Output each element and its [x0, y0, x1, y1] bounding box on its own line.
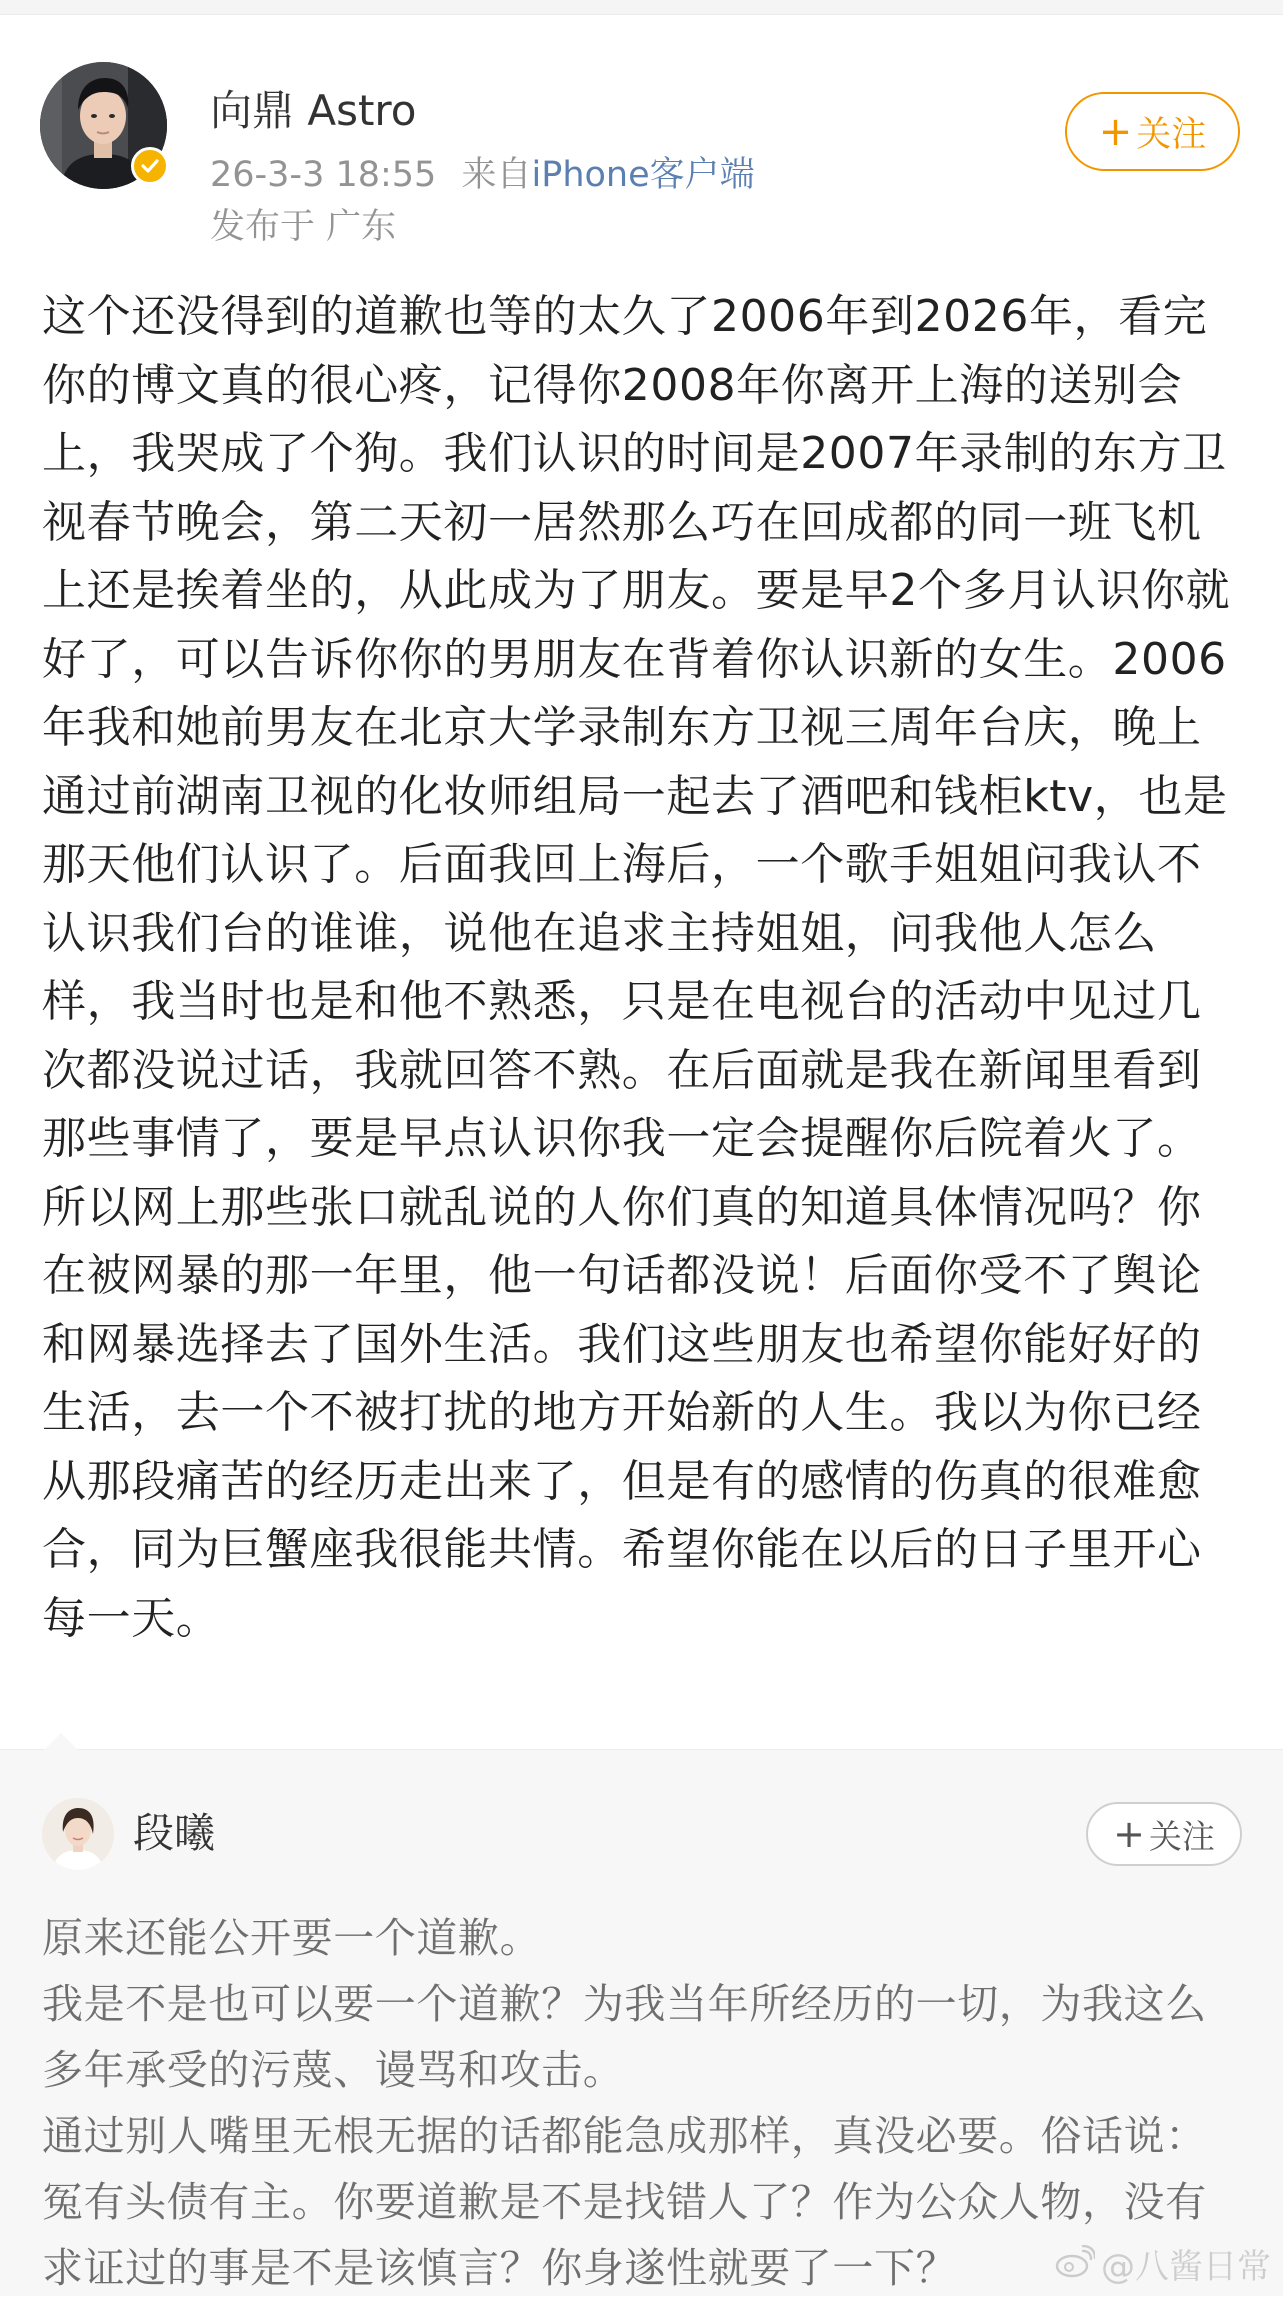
watermark	[1055, 2245, 1271, 2288]
follow-button[interactable]	[1065, 92, 1240, 171]
post-time: 26-3-3 18:55	[210, 155, 437, 195]
quoted-post-text	[42, 1905, 1247, 2301]
plus-icon: +	[1113, 1812, 1145, 1856]
post-location: 发布于 广东	[210, 207, 397, 247]
quoted-follow-button[interactable]	[1086, 1802, 1242, 1866]
top-divider	[0, 0, 1283, 15]
quoted-author-avatar[interactable]	[42, 1798, 114, 1870]
follow-button-label: 关注	[1136, 114, 1207, 155]
author-name[interactable]: 向鼎 Astro	[210, 86, 417, 135]
quoted-follow-label: 关注	[1148, 1816, 1215, 1856]
post-meta	[210, 153, 755, 197]
quoted-paragraph: 原来还能公开要一个道歉。	[42, 1914, 542, 1962]
quoted-post[interactable]	[0, 1749, 1283, 2296]
post-body-text: 这个还没得到的道歉也等的太久了2006年到2026年，看完你的博文真的很心疼，记得你2008年你离开上海的送别会上，我哭成了个狗。我们认识的时间是2007年录制的东方卫视春节晚会，第二天初一居然那么巧在回成都的同一班飞机上还是挨着坐的，从此成为了朋友。要是早2个多月认识你就好了，可以告诉你你的男朋友在背着你认识新的女生。2006年我和她前男友在北京大学录制东方卫视三周年台庆，晚上通过前湖南卫视的化妆师组局一起去了酒吧和钱柜ktv，也是那天他们认识了。后面我回上海后，一个歌手姐姐问我认不认识我们台的谁谁，说他在追求主持姐姐，问我他人怎么样，我当时也是和他不熟悉，只是在电视台的活动中见过几次都没说过话，我就回答不熟。在后面就是我在新闻里看到那些事情了，要是早点认识你我一定会提醒你后院着火了。所以网上那些张口就乱说的人你们真的知道具体情况吗？你在被网暴的那一年里，他一句话都没说！后面你受不了舆论和网暴选择去了国外生活。我们这些朋友也希望你能好好的生活，去一个不被打扰的地方开始新的人生。我以为你已经从那段痛苦的经历走出来了，但是有的感情的伤真的很难愈合，同为巨蟹座我很能共情。希望你能在以后的日子里开心每一天。	[42, 291, 1231, 1644]
watermark-text: @八酱日常	[1101, 2246, 1271, 2287]
quoted-paragraph: 我是不是也可以要一个道歉？为我当年所经历的一切，为我这么多年承受的污蔑、谩骂和攻击。	[42, 1980, 1207, 2094]
weibo-logo-icon	[1055, 2245, 1095, 2288]
quoted-author-name[interactable]: 段曦	[133, 1809, 215, 1857]
post-source-prefix: 来自	[461, 155, 532, 195]
weibo-post	[0, 15, 1283, 1749]
quoted-paragraph: 通过别人嘴里无根无据的话都能急成那样，真没必要。俗话说：冤有头债有主。你要道歉是不是找错人了？作为公众人物，没有求证过的事是不是该慎言？你身遂性就要了一下？	[42, 2112, 1207, 2292]
verified-badge-icon	[131, 147, 169, 185]
quote-caret	[44, 1733, 78, 1750]
author-avatar-container[interactable]	[40, 62, 167, 189]
plus-icon: +	[1098, 108, 1133, 155]
post-source-link[interactable]: iPhone客户端	[531, 155, 755, 195]
